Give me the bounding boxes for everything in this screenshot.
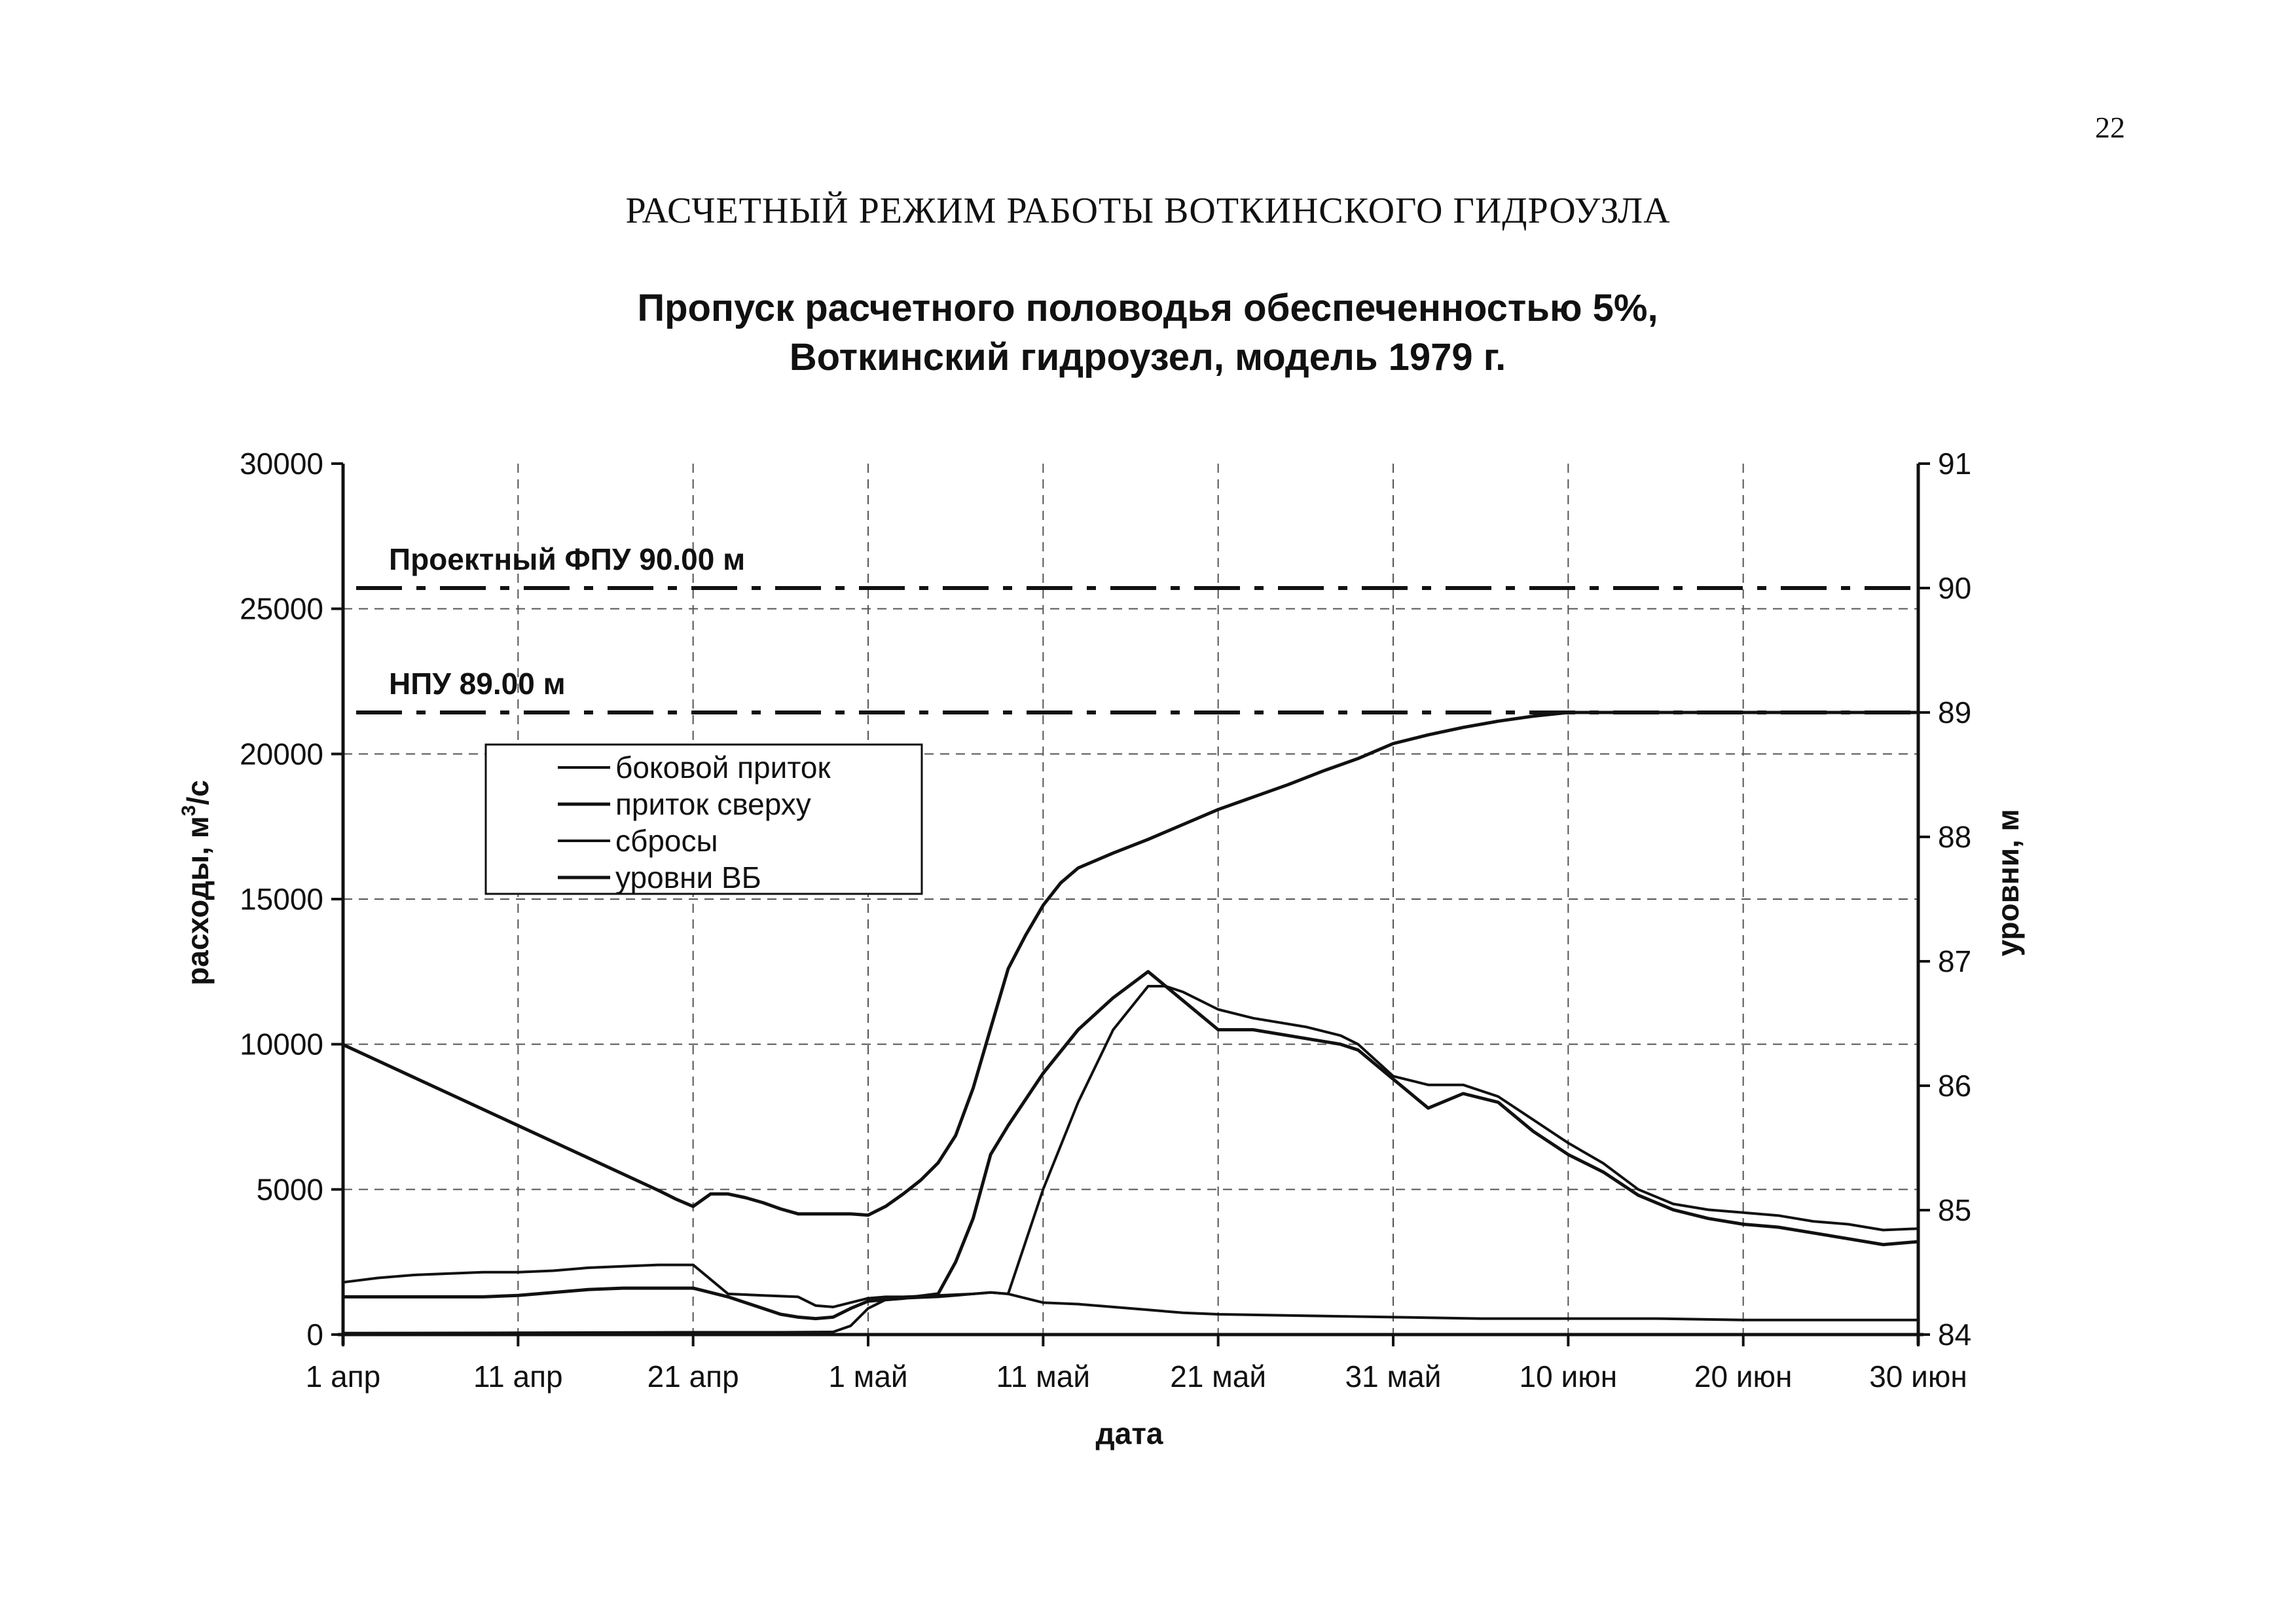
document-heading: РАСЧЕТНЫЙ РЕЖИМ РАБОТЫ ВОТКИНСКОГО ГИДРОУЗЛА bbox=[625, 191, 1671, 231]
y-tick-label-5: 25000 bbox=[240, 591, 323, 626]
x-tick-label-7: 10 июн bbox=[1519, 1359, 1618, 1393]
y-tick-label-4: 20000 bbox=[240, 737, 323, 771]
legend-label-3: уровни ВБ bbox=[615, 860, 761, 895]
x-tick-label-9: 30 июн bbox=[1869, 1359, 1967, 1393]
y2-tick-label-3: 87 bbox=[1938, 944, 1972, 978]
x-axis-label: дата bbox=[1095, 1416, 1163, 1450]
x-tick-label-4: 11 май bbox=[996, 1359, 1091, 1393]
series-line-0 bbox=[343, 1265, 1918, 1320]
y2-tick-label-2: 86 bbox=[1938, 1069, 1972, 1103]
x-tick-label-6: 31 май bbox=[1345, 1359, 1442, 1393]
y-tick-label-1: 5000 bbox=[256, 1172, 323, 1207]
fpu-reference-label: Проектный ФПУ 90.00 м bbox=[389, 542, 746, 576]
series-line-1 bbox=[343, 972, 1918, 1319]
x-tick-label-2: 21 апр bbox=[647, 1359, 739, 1393]
grid bbox=[343, 464, 1918, 1335]
reference-lines bbox=[356, 542, 1918, 712]
series-line-2 bbox=[343, 986, 1918, 1333]
chart-title-line-2: Воткинский гидроузел, модель 1979 г. bbox=[789, 336, 1506, 378]
y2-tick-label-7: 91 bbox=[1938, 447, 1972, 481]
y-tick-label-3: 15000 bbox=[240, 882, 323, 916]
y2-tick-label-6: 90 bbox=[1938, 571, 1972, 605]
chart-title-line-1: Пропуск расчетного половодья обеспеченностью 5%, bbox=[637, 287, 1658, 329]
y2-axis-label: уровни, м bbox=[1991, 809, 2025, 957]
npu-reference-label: НПУ 89.00 м bbox=[389, 667, 566, 701]
y-axis-label bbox=[178, 780, 215, 986]
y2-tick-label-5: 89 bbox=[1938, 695, 1972, 729]
legend-label-1: приток сверху bbox=[615, 787, 811, 821]
legend-label-2: сбросы bbox=[615, 824, 718, 858]
y2-tick-label-4: 88 bbox=[1938, 820, 1972, 854]
chart-title bbox=[637, 287, 1658, 378]
y2-tick-label-1: 85 bbox=[1938, 1193, 1972, 1227]
x-tick-label-8: 20 июн bbox=[1694, 1359, 1793, 1393]
legend-label-0: боковой приток bbox=[615, 750, 831, 784]
x-tick-label-0: 1 апр bbox=[305, 1359, 381, 1393]
x-tick-label-5: 21 май bbox=[1170, 1359, 1267, 1393]
x-tick-label-1: 11 апр bbox=[473, 1359, 563, 1393]
legend bbox=[486, 745, 922, 895]
x-tick-label-3: 1 май bbox=[828, 1359, 908, 1393]
y-tick-label-0: 0 bbox=[306, 1318, 323, 1352]
y-axis-label-tail: /с bbox=[181, 780, 215, 805]
y2-tick-label-0: 84 bbox=[1938, 1318, 1972, 1352]
y-tick-label-2: 10000 bbox=[240, 1027, 323, 1061]
y-axis-label-main: расходы, м bbox=[181, 816, 215, 986]
y-axis-label-sup: 3 bbox=[178, 805, 200, 817]
y-tick-label-6: 30000 bbox=[240, 447, 323, 481]
page-number: 22 bbox=[2095, 111, 2125, 144]
